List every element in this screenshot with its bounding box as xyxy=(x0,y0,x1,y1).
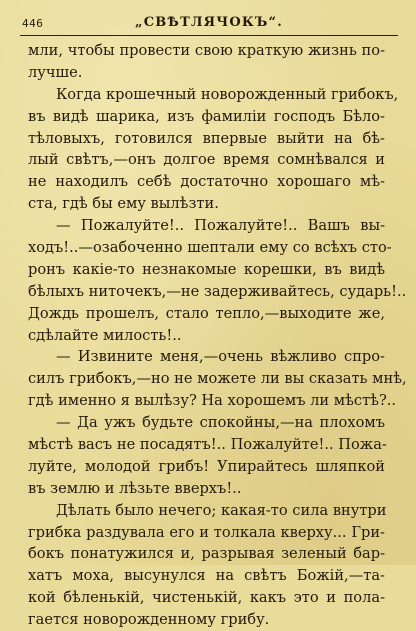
text-line: ронъ какіе-то незнакомые корешки, въ видѣ xyxy=(28,260,385,278)
header-rule xyxy=(20,35,398,36)
text-line: — Да ужъ будьте спокойны,—на плохомъ xyxy=(56,414,385,432)
text-line: Дождь прошелъ, стало тепло,—выходите же, xyxy=(28,304,385,322)
text-line: мли, чтобы провести свою краткую жизнь по- xyxy=(28,42,385,59)
journal-title: „СВѢТЛЯЧОКЪ“. xyxy=(135,15,283,30)
body-text xyxy=(28,40,407,631)
text-line: — Извините меня,—очень вѣжливо спро- xyxy=(56,348,385,366)
text-line: луйте, молодой грибъ! Упирайтесь шляпкой xyxy=(28,457,385,475)
text-line: гдѣ именно я вылѣзу? На хорошемъ ли мѣстѣ?.. xyxy=(28,392,397,410)
text-line: въ землю и лѣзьте вверхъ!.. xyxy=(28,479,242,497)
text-line: гается новорожденному грибу. xyxy=(28,611,270,629)
text-line: Когда крошечный новорожденный грибокъ, xyxy=(56,85,399,103)
running-header xyxy=(20,8,398,32)
text-line: бокъ понатужился и, разрывая зеленый бар- xyxy=(28,545,385,563)
text-line: хатъ моха, высунулся на свѣтъ Божій,—та- xyxy=(28,567,385,585)
text-line: — Пожалуйте!.. Пожалуйте!.. Вашъ вы- xyxy=(56,217,385,235)
text-line: въ видѣ шарика, изъ фамиліи господъ Бѣло- xyxy=(28,107,385,125)
text-line: ста, гдѣ бы ему вылѣзти. xyxy=(28,195,219,213)
text-line: ходъ!..—озабоченно шептали ему со всѣхъ сто- xyxy=(28,239,392,257)
text-line: лучше. xyxy=(28,63,83,81)
page-number: 446 xyxy=(22,17,44,30)
text-line: кой бѣленькій, чистенькій, какъ это и пола- xyxy=(28,589,385,607)
text-line: Дѣлать было нечего; какая-то сила внутри xyxy=(56,501,387,519)
text-line: лый свѣтъ,—онъ долгое время сомнѣвался и xyxy=(28,151,385,169)
text-line: сдѣлайте милость!.. xyxy=(28,326,182,344)
text-line: не находилъ себѣ достаточно хорошаго мѣ- xyxy=(28,173,385,191)
text-line: грибка раздувала его и толкала кверху... Гри- xyxy=(28,523,385,541)
text-line: силъ грибокъ,—но не можете ли вы сказать мнѣ, xyxy=(28,370,407,388)
text-line: тѣловыхъ, готовился впервые выйти на бѣ- xyxy=(28,129,385,147)
text-line: мѣстѣ васъ не посадятъ!.. Пожалуйте!.. Пожа- xyxy=(28,436,387,454)
text-line: бѣлыхъ ниточекъ,—не задерживайтесь, сударь!.. xyxy=(28,282,407,300)
